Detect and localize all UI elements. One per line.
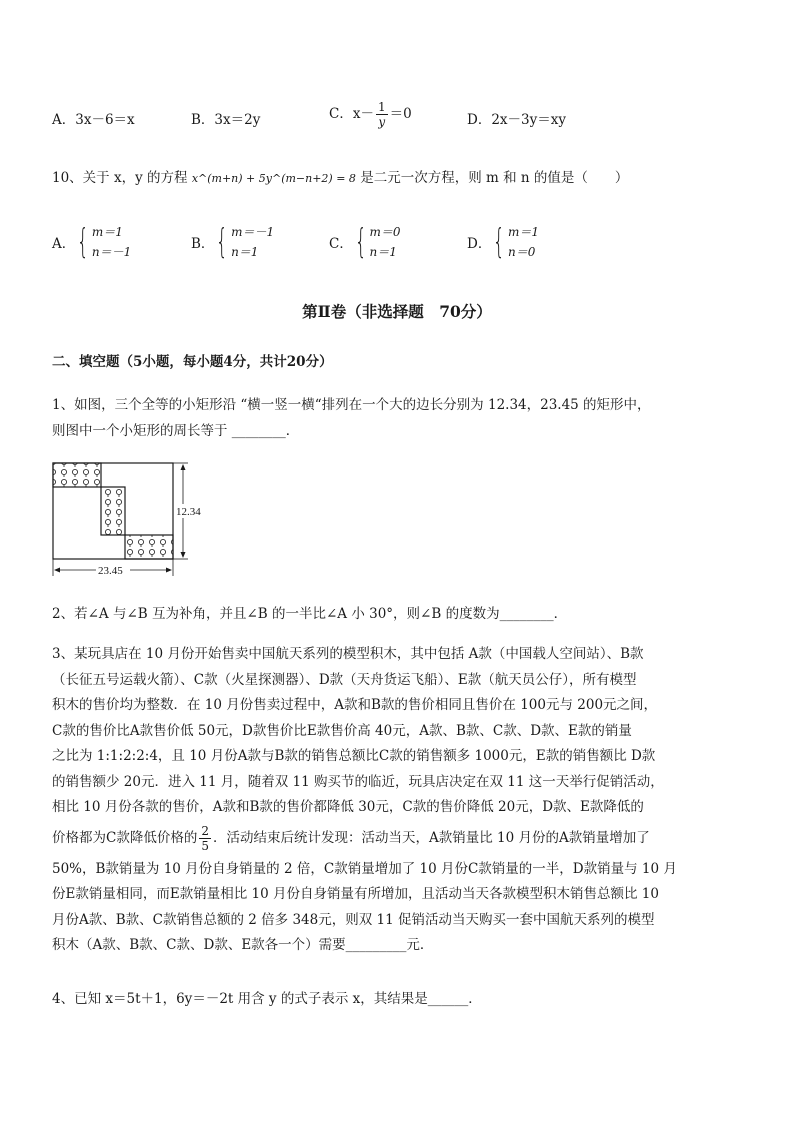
height-label: 12.34 xyxy=(176,506,201,518)
q1-text xyxy=(52,393,752,444)
width-arrow-left-icon xyxy=(54,568,60,573)
width-arrow-right-icon xyxy=(166,568,172,573)
q2-text: 2、若∠A 与∠B 互为补角，并且∠B 的一半比∠A 小 30°，则∠B 的度数为________． xyxy=(52,606,568,622)
left-brace-icon: { xyxy=(354,222,367,262)
fraction-numerator: 1 xyxy=(377,100,386,114)
width-label: 23.45 xyxy=(98,565,123,577)
q10-option-d xyxy=(467,222,539,262)
q9-option-c-prefix: C．x－ xyxy=(329,106,374,122)
left-brace-icon: { xyxy=(216,222,229,262)
small-rectangle-bottom xyxy=(125,535,173,559)
q3-text xyxy=(52,642,752,959)
height-arrow-up-icon xyxy=(181,464,186,470)
system-line-m: m＝－1 xyxy=(231,225,275,239)
system-line-m: m＝0 xyxy=(369,225,401,239)
q4-text: 4、已知 x＝5t＋1，6y＝－2t 用含 y 的式子表示 x，其结果是______． xyxy=(52,991,482,1007)
q9-option-c-fraction xyxy=(376,100,388,129)
system-line-n: n＝1 xyxy=(231,245,259,259)
q3-line-10: 份E款销量相同，而E款销量相比 10 月份自身销量有所增加，且活动当天各款模型积木销售总额比 10 xyxy=(52,886,659,902)
q10-stem-suffix: 是二元一次方程，则 m 和 n 的值是（ ） xyxy=(360,170,629,186)
left-brace-icon: { xyxy=(77,222,90,262)
q3-line-7: 相比 10 月份各款的售价，A款和B款的售价都降低 30元，C款的售价降低 20元，D款、E款降低的 xyxy=(52,799,644,815)
system-line-n: n＝0 xyxy=(507,245,536,259)
q3-line-8-prefix: 价格都为C款降低价格的 xyxy=(52,829,198,846)
option-label: D． xyxy=(467,236,492,252)
q10-option-a xyxy=(52,222,131,262)
q3-line-8 xyxy=(52,821,752,857)
fraction-numerator: 2 xyxy=(201,824,209,838)
q10-equation: x^(m+n) + 5y^(m−n+2) = 8 xyxy=(191,172,356,185)
q9-option-a: A．3x－6＝x xyxy=(52,112,135,128)
small-rectangle-top xyxy=(53,463,101,487)
q10-option-b xyxy=(191,222,274,262)
q3-line-2: （长征五号运载火箭）、C款（火星探测器）、D款（天舟货运飞船）、E款（航天员公仔），所有模型 xyxy=(52,671,637,688)
part2-title: 第Ⅱ卷（非选择题 70分） xyxy=(302,302,492,321)
option-label: B． xyxy=(191,236,215,252)
q3-line-3: 积木的售价均为整数．在 10 月份售卖过程中，A款和B款的售价相同且售价在 100元与 200元之间， xyxy=(52,697,658,713)
q1-line-2: 则图中一个小矩形的周长等于 ________． xyxy=(52,422,300,439)
q9-option-c xyxy=(329,100,412,129)
q10-stem-prefix: 10、关于 x，y 的方程 xyxy=(52,170,188,186)
option-label: C． xyxy=(329,236,353,252)
system-line-n: n＝－1 xyxy=(91,245,132,259)
q3-fraction xyxy=(199,824,211,853)
small-rectangle-middle xyxy=(101,487,125,535)
option-label: A． xyxy=(52,236,76,252)
q10-option-c xyxy=(329,222,401,262)
q3-line-1: 3、某玩具店在 10 月份开始售卖中国航天系列的模型积木，其中包括 A款（中国载人空间站）、B款 xyxy=(52,646,644,662)
q3-line-9: 50%，B款销量为 10 月份自身销量的 2 倍，C款销量增加了 10 月份C款销量的一半，D款销量与 10 月 xyxy=(52,860,677,877)
system-line-n: n＝1 xyxy=(369,245,397,259)
q3-line-11: 月份A款、B款、C款销售总额的 2 倍多 348元，则双 11 促销活动当天购买一套中国航天系列的模型 xyxy=(52,911,655,928)
fraction-denominator: y xyxy=(378,115,386,129)
q10-stem xyxy=(52,166,628,186)
height-arrow-down-icon xyxy=(181,552,186,558)
q9-option-b: B．3x＝2y xyxy=(191,112,261,128)
q3-line-4: C款的售价比A款售价低 50元，D款售价比E款售价高 40元，A款、B款、C款、D款、E款的销量 xyxy=(52,722,632,739)
left-brace-icon: { xyxy=(493,222,506,262)
section2-title: 二、填空题（5小题，每小题4分，共计20分） xyxy=(52,354,333,370)
q9-option-c-suffix: ＝0 xyxy=(389,106,412,122)
q3-line-6: 的销售额少 20元．进入 11 月，随着双 11 购买节的临近，玩具店决定在双 11 这一天举行促销活动， xyxy=(52,773,664,790)
fraction-denominator: 5 xyxy=(201,839,209,853)
system-line-m: m＝1 xyxy=(91,225,123,239)
q1-line-1: 1、如图，三个全等的小矩形沿 “横一竖一横“排列在一个大的边长分别为 12.34，23.45 的矩形中， xyxy=(52,397,651,413)
system-line-m: m＝1 xyxy=(507,225,539,239)
q1-rectangle-figure xyxy=(48,458,218,580)
q3-line-8-suffix: ．活动结束后统计发现：活动当天，A款销量比 10 月份的A款销量增加了 xyxy=(212,829,650,846)
q9-option-d: D．2x－3y＝xy xyxy=(467,112,566,128)
q3-line-5: 之比为 1:1:2:2:4，且 10 月份A款与B款的销售总额比C款的销售额多 1000元，E款的销售额比 D款 xyxy=(52,748,656,764)
q3-line-12: 积木（A款、B款、C款、D款、E款各一个）需要_________元． xyxy=(52,937,434,953)
